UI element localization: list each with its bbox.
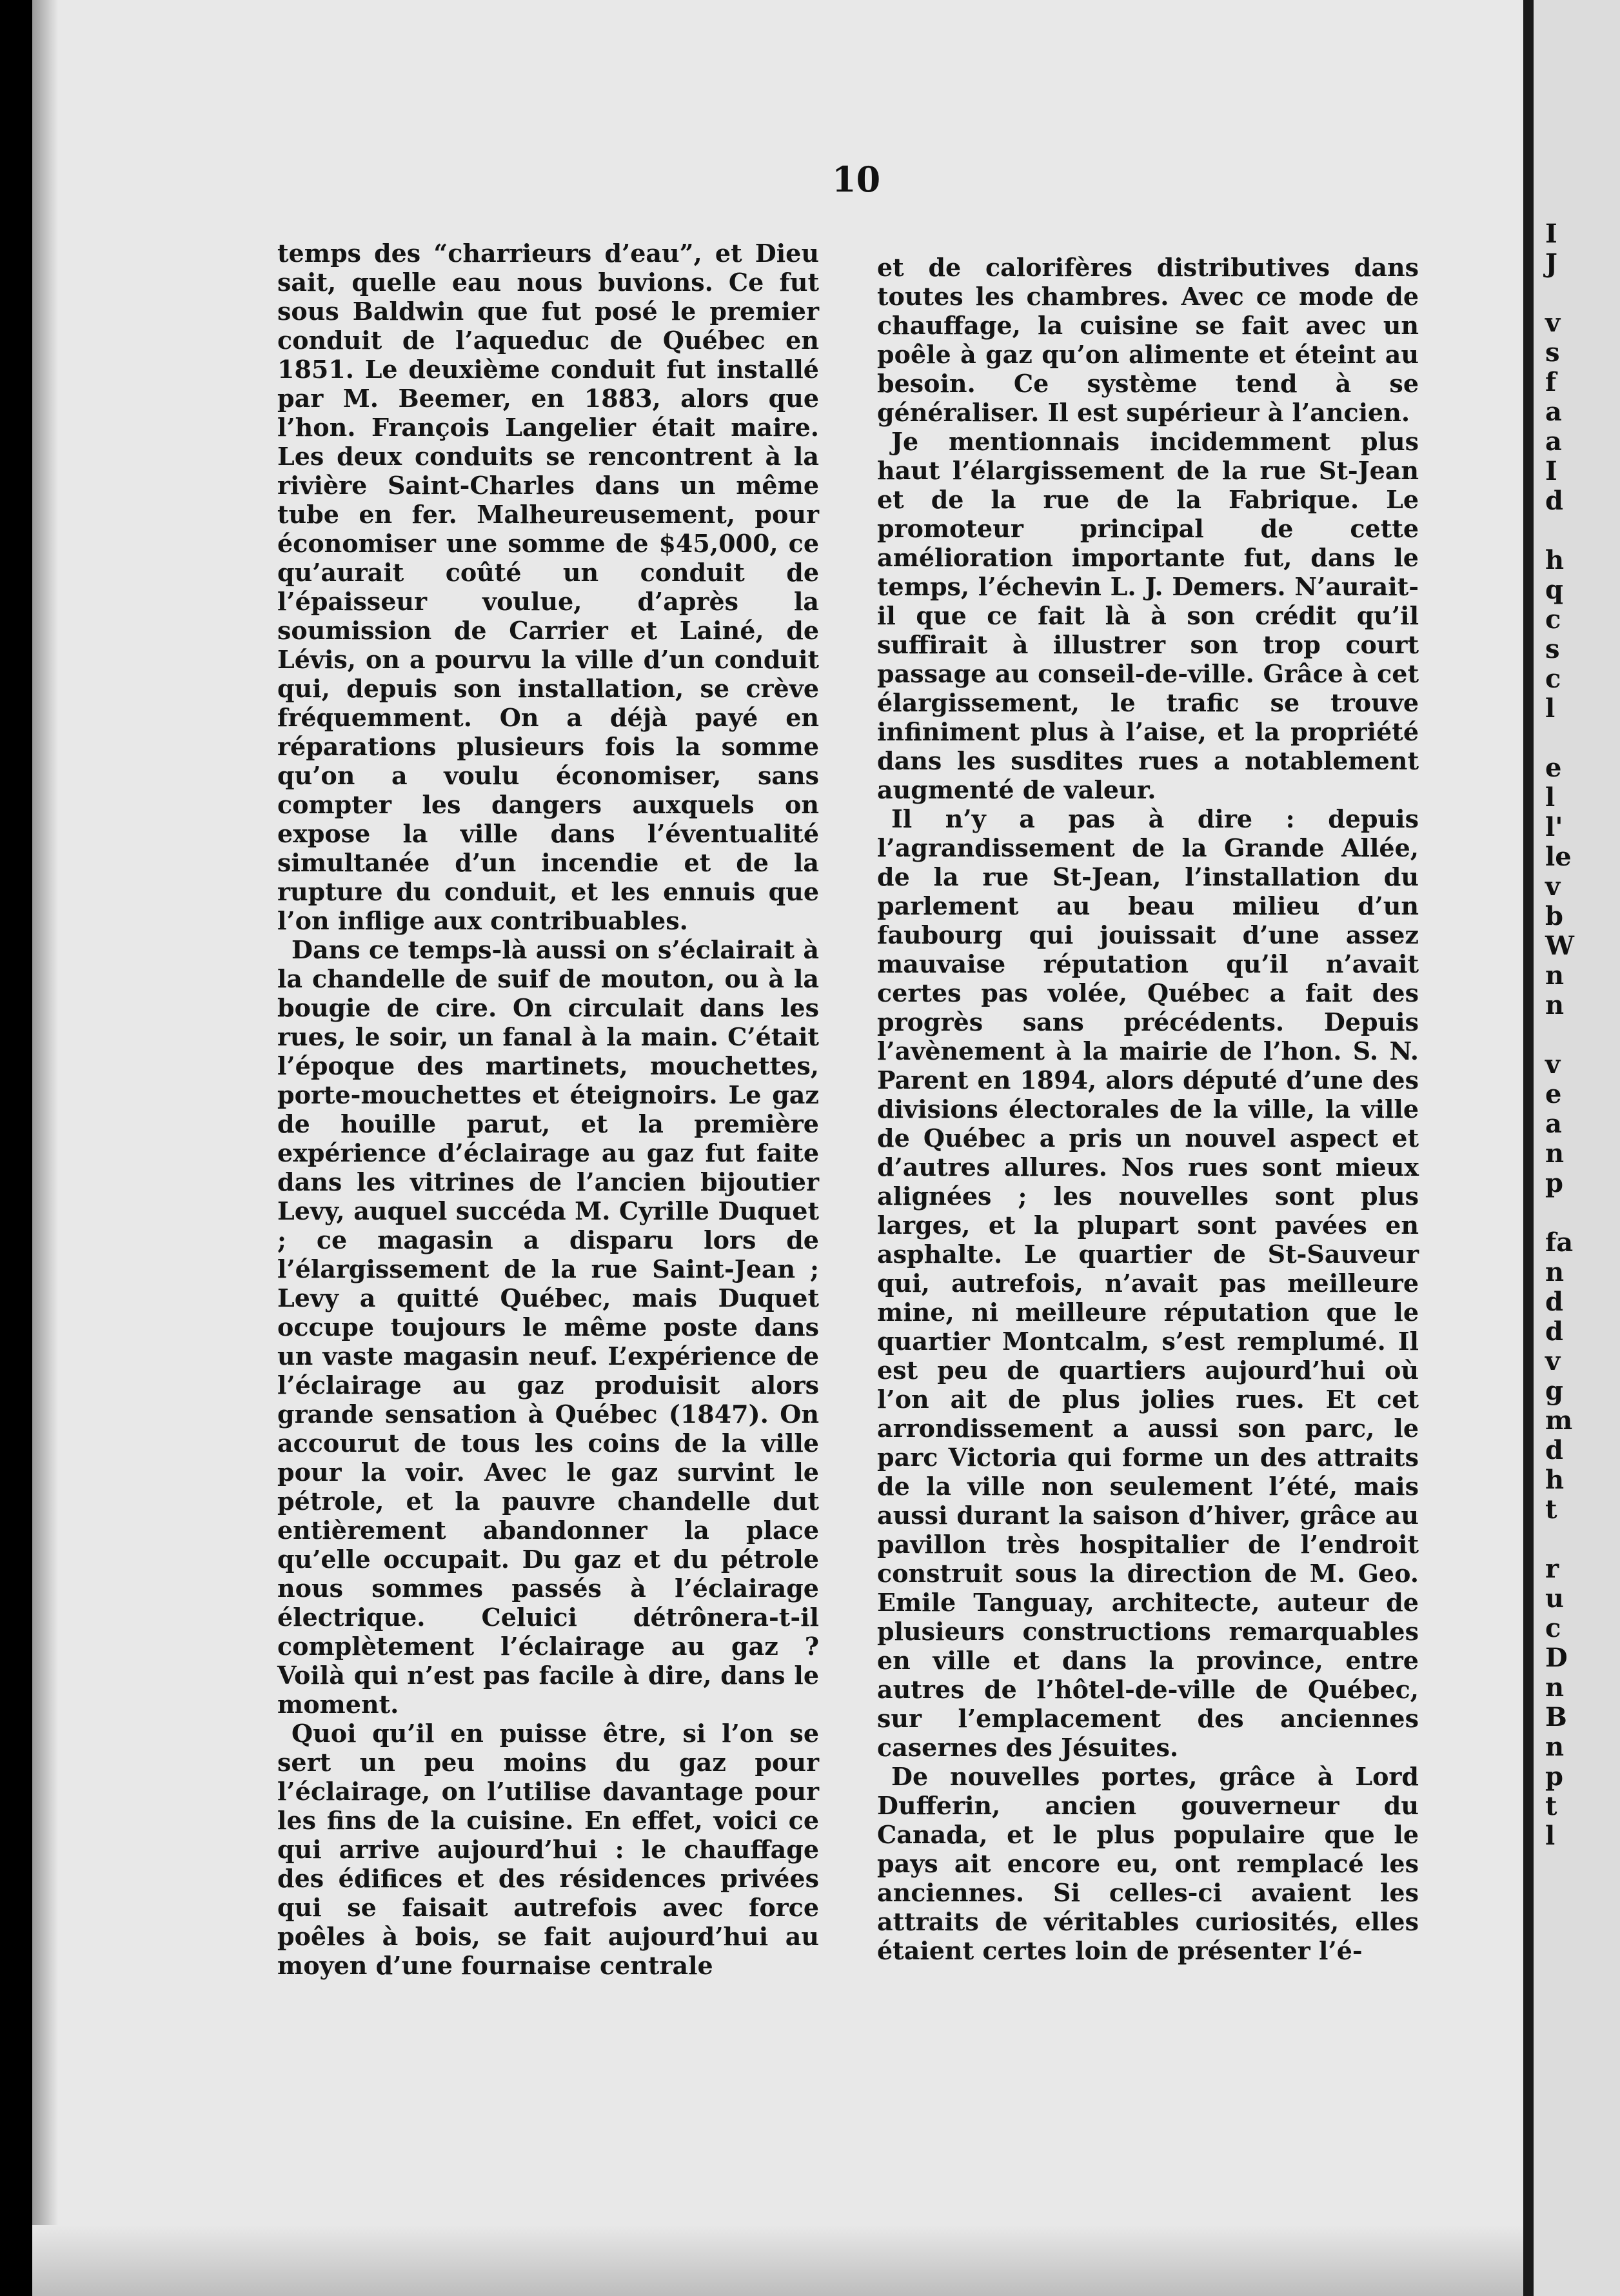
adjacent-page-fragment [1534,0,1620,2296]
adjacent-page-text: I J v s f a a I d h q c s c l e l l' le v b W n n v e a n p fa n d d v g m d h t r u c D n B n p t l [1545,219,1574,1851]
page-fold-gutter [1523,0,1534,2296]
page-bottom-edge [32,2225,1528,2296]
text-column-right [877,253,1419,1965]
page-shadow [32,0,58,2296]
text-column-left [277,239,819,1980]
paragraph: De nouvelles portes, grâce à Lord Dufferin, ancien gouverneur du Canada, et le plus populaire que le pays ait encore eu, ont remplacé les anciennes. Si celles-ci avaient les attraits de véritables curiosités, elles étaient certes loin de présenter l’é- [877,1762,1419,1965]
paragraph: et de calorifères distributives dans toutes les chambres. Avec ce mode de chauffage, la cuisine se fait avec un poêle à gaz qu’on alimente et éteint au besoin. Ce système tend à se généraliser. Il est supérieur à l’ancien. [877,253,1419,427]
paragraph: Quoi qu’il en puisse être, si l’on se sert un peu moins du gaz pour l’éclairage, on l’utilise davantage pour les fins de la cuisine. En effet, voici ce qui arrive aujourd’hui : le chauffage des édifices et des résidences privées qui se faisait autrefois avec force poêles à bois, se fait aujourd’hui au moyen d’une fournaise centrale [277,1719,819,1980]
page-number: 10 [832,159,881,200]
paragraph: Dans ce temps-là aussi on s’éclairait à la chandelle de suif de mouton, ou à la bougie de cire. On circulait dans les rues, le soir, un fanal à la main. C’était l’époque des martinets, mouchettes, porte-mouchettes et éteignoirs. Le gaz de houille parut, et la première expérience d’éclairage au gaz fut faite dans les vitrines de l’ancien bijoutier Levy, auquel succéda M. Cyrille Duquet ; ce magasin a disparu lors de l’élargissement de la rue Saint-Jean ; Levy a quitté Québec, mais Duquet occupe toujours le même poste dans un vaste magasin neuf. L’expérience de l’éclairage au gaz produisit alors grande sensation à Québec (1847). On accourut de tous les coins de la ville pour la voir. Avec le gaz survint le pétrole, et la pauvre chandelle dut entièrement abandonner la place qu’elle occupait. Du gaz et du pétrole nous sommes passés à l’éclairage électrique. Celuici détrônera-t-il complètement l’éclairage au gaz ? Voilà qui n’est pas facile à dire, dans le moment. [277,935,819,1719]
paragraph: Je mentionnais incidemment plus haut l’élargissement de la rue St-Jean et de la rue de la Fabrique. Le promoteur principal de cette amélioration importante fut, dans le temps, l’échevin L. J. Demers. N’aurait-il que ce fait là à son crédit qu’il suffirait à illustrer son trop court passage au conseil-de-ville. Grâce à cet élargissement, le trafic se trouve infiniment plus à l’aise, et la propriété dans les susdites rues a notablement augmenté de valeur. [877,427,1419,804]
paragraph: temps des “charrieurs d’eau”, et Dieu sait, quelle eau nous buvions. Ce fut sous Baldwin que fut posé le premier conduit de l’aqueduc de Québec en 1851. Le deuxième conduit fut installé par M. Beemer, en 1883, alors que l’hon. François Langelier était maire. Les deux conduits se rencontrent à la rivière Saint-Charles dans un même tube en fer. Malheureusement, pour économiser une somme de $45,000, ce qu’aurait coûté un conduit de l’épaisseur voulue, d’après la soumission de Carrier et Lainé, de Lévis, on a pourvu la ville d’un conduit qui, depuis son installation, se crève fréquemment. On a déjà payé en réparations plusieurs fois la somme qu’on a voulu économiser, sans compter les dangers auxquels on expose la ville dans l’éventualité simultanée d’un incendie et de la rupture du conduit, et les ennuis que l’on inflige aux contribuables. [277,239,819,935]
paragraph: Il n’y a pas à dire : depuis l’agrandissement de la Grande Allée, de la rue St-Jean, l’installation du parlement au beau milieu d’un faubourg qui jouissait d’une assez mauvaise réputation qu’il n’avait certes pas volée, Québec a fait des progrès sans précédents. Depuis l’avènement à la mairie de l’hon. S. N. Parent en 1894, alors député d’une des divisions électorales de la ville, la ville de Québec a pris un nouvel aspect et d’autres allures. Nos rues sont mieux alignées ; les nouvelles sont plus larges, et la plupart sont pavées en asphalte. Le quartier de St-Sauveur qui, autrefois, n’avait pas meilleure mine, ni meilleure réputation que le quartier Montcalm, s’est remplumé. Il est peu de quartiers aujourd’hui où l’on ait de plus jolies rues. Et cet arrondissement a aussi son parc, le parc Victoria qui forme un des attraits de la ville non seulement l’été, mais aussi durant la saison d’hiver, grâce au pavillon très hospitalier de l’endroit construit sous la direction de M. Geo. Emile Tanguay, architecte, auteur de plusieurs constructions remarquables en ville et dans la province, entre autres de l’hôtel-de-ville de Québec, sur l’emplacement des anciennes casernes des Jésuites. [877,804,1419,1762]
